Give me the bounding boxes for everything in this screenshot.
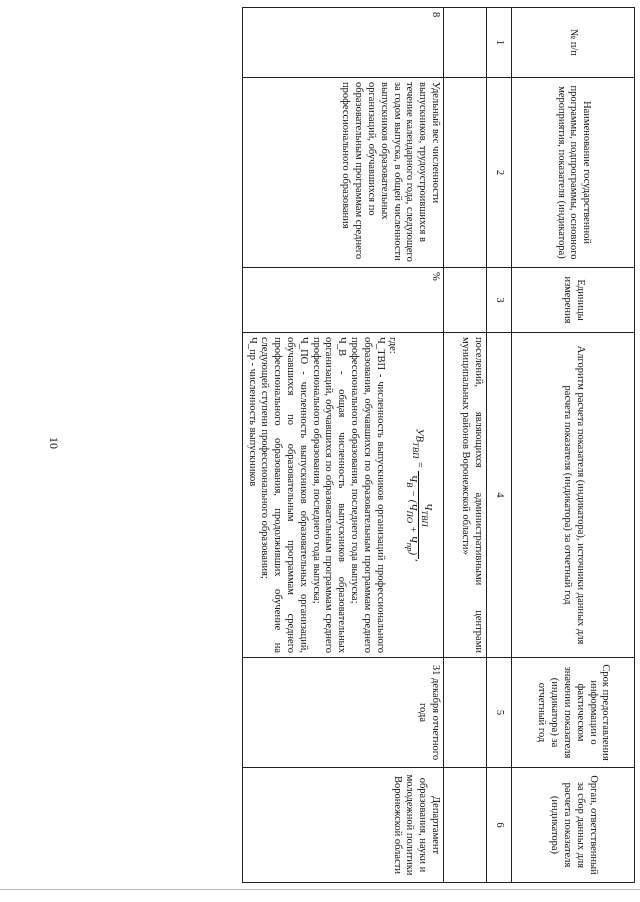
header-name: Наименование государственной программы, подпрограммы, основного мероприятия, показателя (индикатора): [512, 78, 635, 268]
responsible-body: Департамент образования, науки и молодежной политики Воронежской области: [242, 768, 443, 883]
definition: Ч_ТВП - численность выпускников организаций профессионального образования, обучавшихся по образовательным программам среднего профессионального образования, последнего года выпуска;: [349, 337, 386, 653]
column-number-row: [487, 8, 512, 883]
col-number: 2: [487, 78, 512, 268]
col-number: 1: [487, 8, 512, 78]
continuation-text: поселений, являющихся административными центрами муниципальных районов Воронежской области»: [444, 333, 487, 658]
formula: $УВ_{ТВП}$ = $Ч_{ТВП}$ $Ч_В - (Ч_{ПО} + Ч_{пр})$ ,: [405, 428, 433, 562]
continuation-row: [444, 8, 487, 883]
formula-fraction: $Ч_{ТВП}$ $Ч_В - (Ч_{ПО} + Ч_{пр})$: [404, 471, 433, 559]
definition: Ч_ПО - численность выпускников образовательных организаций, обучавшихся по образовательным программам среднего профессионального образования, продолживших обучение на следующей ступени профессионального образования;: [259, 337, 309, 653]
col-number: 6: [487, 768, 512, 883]
header-unit: Единицы измерения: [512, 268, 635, 333]
header-responsible: Орган, ответственный за сбор данных для расчета показателя (индикатора): [512, 768, 635, 883]
unit: %: [242, 268, 443, 333]
indicator-name: Удельный вес численности выпускников, трудоустроившихся в течение календарного года, следующего за годом выпуска, в общей численности выпускников образовательных организаций, обучавшихся по образовательным программам среднего профессионального образования: [242, 78, 443, 268]
deadline: 31 декабря отчетного года: [242, 658, 443, 768]
definition: Ч_В - общая численность выпускников образовательных организаций, обучавшихся по образовательным программам среднего профессионального образования, последнего года выпуска;: [310, 337, 348, 653]
header-row: [512, 8, 635, 883]
col-number: 4: [487, 333, 512, 658]
col-number: 3: [487, 268, 512, 333]
table-container: [60, 7, 635, 882]
header-num: № п/п: [512, 8, 635, 78]
algorithm-cell: [242, 333, 443, 658]
header-algorithm: Алгоритм расчета показателя (индикатора), источники данных для расчета показателя (индикатора) за отчетный год: [512, 333, 635, 658]
table-row: [242, 8, 443, 883]
indicator-table: [242, 7, 635, 883]
definition: Ч_пр - численность выпускников: [246, 337, 258, 487]
col-number: 5: [487, 658, 512, 768]
where-label: где:: [387, 337, 399, 354]
scan-edge-line: [0, 889, 640, 890]
page-number: 10: [47, 437, 61, 449]
header-deadline: Срок предоставления информации о фактическом значении показателя (индикатора) за отчетный год: [512, 658, 635, 768]
row-number: 8: [242, 8, 443, 78]
